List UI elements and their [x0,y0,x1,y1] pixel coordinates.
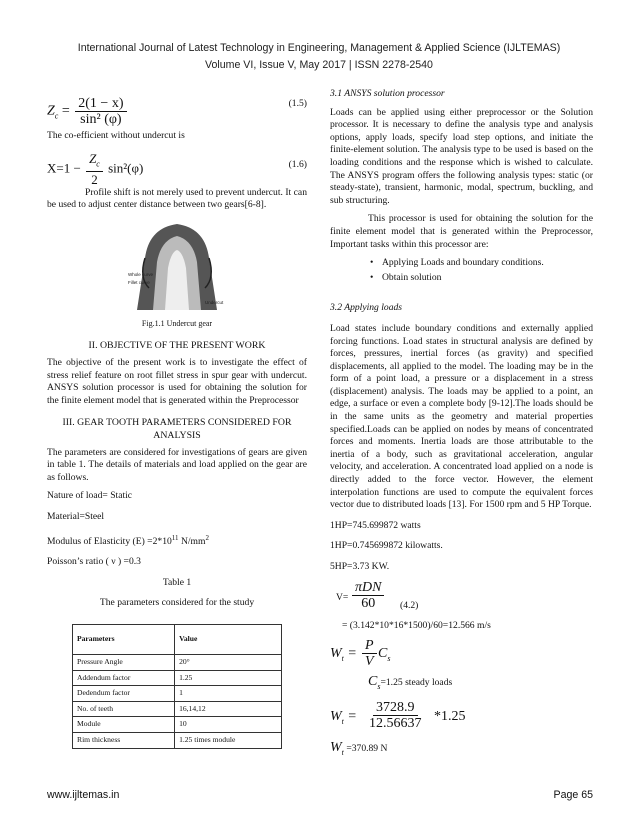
gear-tooth-illustration [127,218,227,310]
section-3-1-heading: 3.1 ANSYS solution processor [330,88,445,99]
service-factor-line: $C_s=1.25$ steady loads [368,674,453,691]
table-row: Pressure Angle 20° [73,655,282,671]
nature-of-load: Nature of load= Static [47,490,133,502]
left-column [47,86,307,749]
table-title: Table 1 [162,576,192,588]
equation-4-2: V= πDN 60 (4.2) [336,579,419,611]
table-header-row [73,625,282,655]
figure-caption: Fig.1.1 Undercut gear [141,318,213,328]
profile-shift-paragraph: Profile shift is not merely used to prevent undercut. It can be used to adjust center distance between two gears[6-8]. [47,186,307,211]
modulus-of-elasticity: Modulus of Elasticity $(E) =2*10^{11}$ $N/mm^2$ [47,533,209,547]
right-column [330,86,593,759]
equation-label: (1.6) [288,158,307,170]
tangential-load-calculation: $W_t$ = $\frac{3728.9}{12.56637}$ *1.25 [330,699,466,731]
tangential-load-result: $W_t =370.89$ N [330,739,388,757]
table-header: Value [175,625,282,655]
undercut-coef-text: The co-efficient without undercut is [47,130,185,141]
section-3-2-heading: 3.2 Applying loads [330,302,403,314]
section-3-1-paragraph: Loads can be applied using either preprocessor or the Solution processor. It is necessary to define the analysis type and analysis options, apply loads, specify load step options, and initiate the finite-element solution. The analysis type to be used is based on the loading conditions and the response which is wished to calculate. The ANSYS program offers the following analysis types: static (or steady-state), transient, harmonic, modal, spectrum, buckling, and sub structuring. [330,106,593,206]
figure-label: Undercut [205,299,224,305]
list-item: • Applying Loads and boundary conditions. [370,257,593,270]
footer-page-number: Page 65 [553,789,593,801]
section-2-paragraph: The objective of the present work is to investigate the effect of stress relief feature on root fillet stress in spur gear with undercut. ANSYS solution processor is used for obtaining the solution for the finite element model that is generated within the Preprocessor [47,356,307,406]
equation-label: (1.5) [288,98,307,109]
parameters-table [72,624,282,749]
material: Material=Steel [47,510,105,522]
hp-conversion-3: 5HP=3.73 KW. [330,561,390,572]
table-row: Rim thickness 1.25 times module [73,733,282,749]
table-subtitle: The parameters considered for the study [99,597,255,609]
footer-website[interactable]: www.ijltemas.in [47,789,120,801]
figure-label: Fillet curve [128,279,150,285]
velocity-calculation: = (3.142*10*16*1500)/60=12.566 m/s [342,619,491,631]
hp-conversion-1: 1HP=745.699872 watts [330,519,421,531]
list-item: • Obtain solution [370,272,593,285]
tangential-load-equation: $W_t$ = $\frac{P}{V}$ $C_s$ [330,638,391,670]
table-row: Addendum factor 1.25 [73,670,282,686]
journal-issue: Volume VI, Issue V, May 2017 | ISSN 2278-2540 [205,59,433,71]
journal-header [0,40,638,74]
figure-label: Whole curve [128,271,154,277]
section-3-paragraph: The parameters are considered for investigations of gears are given in table 1. The details of materials and load applied on the gear are as follows. [47,446,307,483]
section-3-1-paragraph-2: This processor is used for obtaining the solution for the finite element model that is generated within the Preprocessor, Important tasks within this processor are: [330,213,593,250]
equation-1-6: X=1 − $\frac{Z_c}{2}$ sin²(φ) (1.6) [47,150,307,188]
table-row: No. of teeth 16,14,12 [73,701,282,717]
hp-conversion-2: 1HP=0.745699872 kilowatts. [330,540,443,552]
equation-1-5: $Z_c$ = $\frac{2(1 - x)}{\text{sin² (φ)}}$ (1.5) [47,96,307,127]
poissons-ratio: Poisson’s ratio ( ν ) =0.3 [47,556,141,568]
journal-title: International Journal of Latest Technology in Engineering, Management & Applied Science (IJLTEMAS) [77,42,561,54]
table-header: Parameters [73,625,175,655]
section-2-heading: II. OBJECTIVE OF THE PRESENT WORK [88,340,266,352]
section-3-heading: III. GEAR TOOTH PARAMETERS CONSIDERED FOR ANALYSIS [62,417,292,441]
section-3-2-paragraph: Load states include boundary conditions and externally applied forcing functions. Load states in structural analysis are defined by forces, pressures, inertial forces (as gravity) and specified displacements, all applied to the model. The loading may be in the form of a point load, a pressure or a displacement in a stress (displacement) analysis. The loads may be applied to a point, an edge, a surface or even a complete body [9-12].The loads should be in the same units as the geometry and material properties specified.Loads can be applied on nodes by means of concentrated forces and moments. Inertia loads are those attributable to the inertia of a body, such as gravitational acceleration, angular velocity, and acceleration. A concentrated load applied on a node is directly added to the force vector. However, the element interpolation functions are used to compute the equivalent forces vector due to distributed loads [13]. For 1500 rpm and 5 HP Torque. [330,322,593,511]
task-list [370,257,593,284]
table-row: Dedendum factor 1 [73,686,282,702]
undercut-gear-figure [127,218,227,310]
table-row: Module 10 [73,717,282,733]
